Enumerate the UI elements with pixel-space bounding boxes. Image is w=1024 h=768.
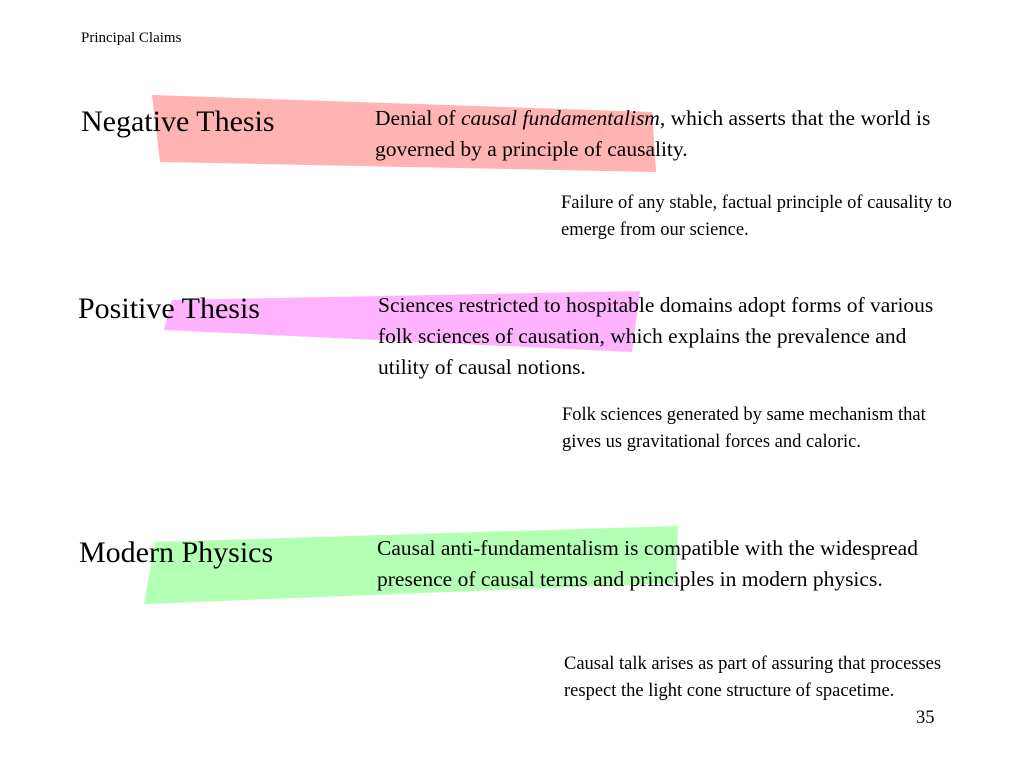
negative-thesis-note: Failure of any stable, factual principle of causality to emerge from our science.	[561, 193, 952, 240]
modern-physics-body: Causal anti-fundamentalism is compatible with the widespread presence of causal terms and principles in modern physics.	[377, 536, 918, 591]
negative-thesis-body	[375, 103, 935, 165]
negative-thesis-title: Negative Thesis	[81, 105, 275, 138]
modern-physics-note: Causal talk arises as part of assuring that processes respect the light cone structure of spacetime.	[564, 654, 942, 701]
positive-thesis-body: Sciences restricted to hospitable domains adopt forms of various folk sciences of causation, which explains the prevalence and utility of causal notions.	[378, 293, 934, 379]
page-number: 35	[916, 708, 935, 728]
negative-thesis-body-start: Denial of	[375, 106, 461, 130]
negative-thesis-body-emphasis: causal fundamentalism	[460, 106, 660, 130]
positive-thesis-title: Positive Thesis	[78, 292, 260, 325]
page-title: Principal Claims	[81, 30, 182, 46]
negative-thesis-body-end: , which asserts that the world is governed by a principle of causality.	[375, 106, 931, 161]
modern-physics-title: Modern Physics	[79, 536, 274, 569]
positive-thesis-note: Folk sciences generated by same mechanism that gives us gravitational forces and caloric.	[562, 405, 926, 452]
